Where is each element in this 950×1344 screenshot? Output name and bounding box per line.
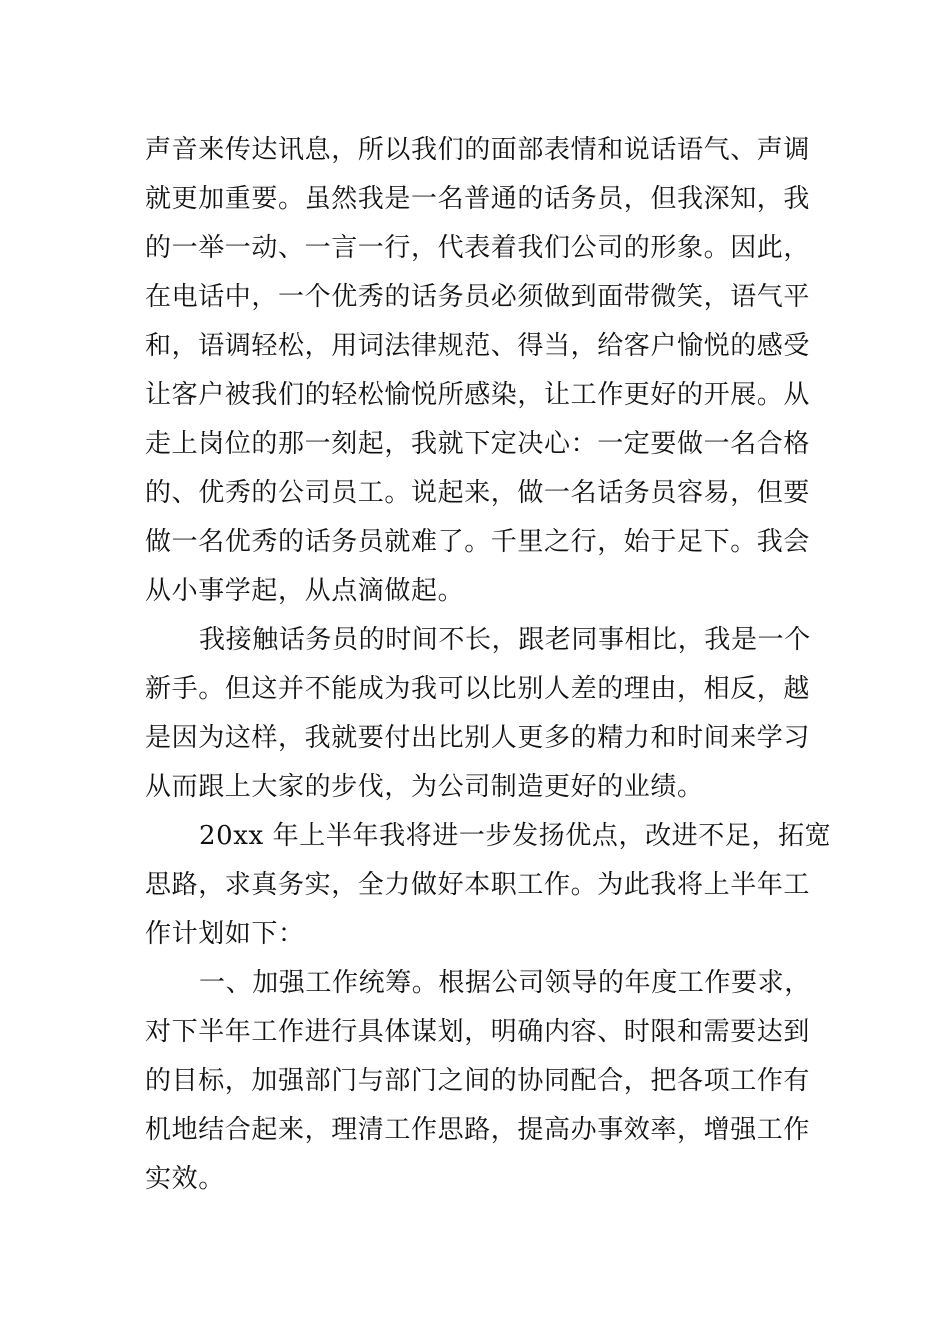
document-body	[145, 126, 832, 1204]
text-line: 的一举一动、一言一行，代表着我们公司的形象。因此，	[145, 233, 811, 263]
text-line: 的、优秀的公司员工。说起来，做一名话务员容易，但要	[145, 478, 811, 508]
text-line: 我接触话务员的时间不长，跟老同事相比，我是一个	[199, 625, 811, 655]
text-line: 一、加强工作统筹。根据公司领导的年度工作要求，	[199, 968, 811, 998]
text-line: 声音来传达讯息，所以我们的面部表情和说话语气、声调	[145, 135, 811, 165]
paragraph-2	[145, 616, 815, 812]
paragraph-3	[145, 812, 832, 959]
paragraph-1	[145, 126, 815, 616]
paragraph-4	[145, 959, 815, 1204]
text-line: 和，语调轻松，用词法律规范、得当，给客户愉悦的感受	[145, 331, 811, 361]
text-line: 从小事学起，从点滴做起。	[145, 576, 465, 606]
text-line: 20xx 年上半年我将进一步发扬优点，改进不足，拓宽	[199, 821, 832, 851]
text-line: 作计划如下：	[145, 919, 305, 949]
text-line: 的目标，加强部门与部门之间的协同配合，把各项工作有	[145, 1066, 811, 1096]
text-line: 实效。	[145, 1164, 225, 1194]
text-line: 做一名优秀的话务员就难了。千里之行，始于足下。我会	[145, 527, 811, 557]
text-line: 新手。但这并不能成为我可以比别人差的理由，相反，越	[145, 674, 811, 704]
text-line: 是因为这样，我就要付出比别人更多的精力和时间来学习	[145, 723, 811, 753]
text-line: 机地结合起来，理清工作思路，提高办事效率，增强工作	[145, 1115, 811, 1145]
text-line: 在电话中，一个优秀的话务员必须做到面带微笑，语气平	[145, 282, 811, 312]
text-line: 走上岗位的那一刻起，我就下定决心：一定要做一名合格	[145, 429, 811, 459]
text-line: 思路，求真务实，全力做好本职工作。为此我将上半年工	[145, 870, 811, 900]
text-line: 对下半年工作进行具体谋划，明确内容、时限和需要达到	[145, 1017, 811, 1047]
text-line: 让客户被我们的轻松愉悦所感染，让工作更好的开展。从	[145, 380, 811, 410]
text-line: 从而跟上大家的步伐，为公司制造更好的业绩。	[145, 772, 704, 802]
text-line: 就更加重要。虽然我是一名普通的话务员，但我深知，我	[145, 184, 811, 214]
